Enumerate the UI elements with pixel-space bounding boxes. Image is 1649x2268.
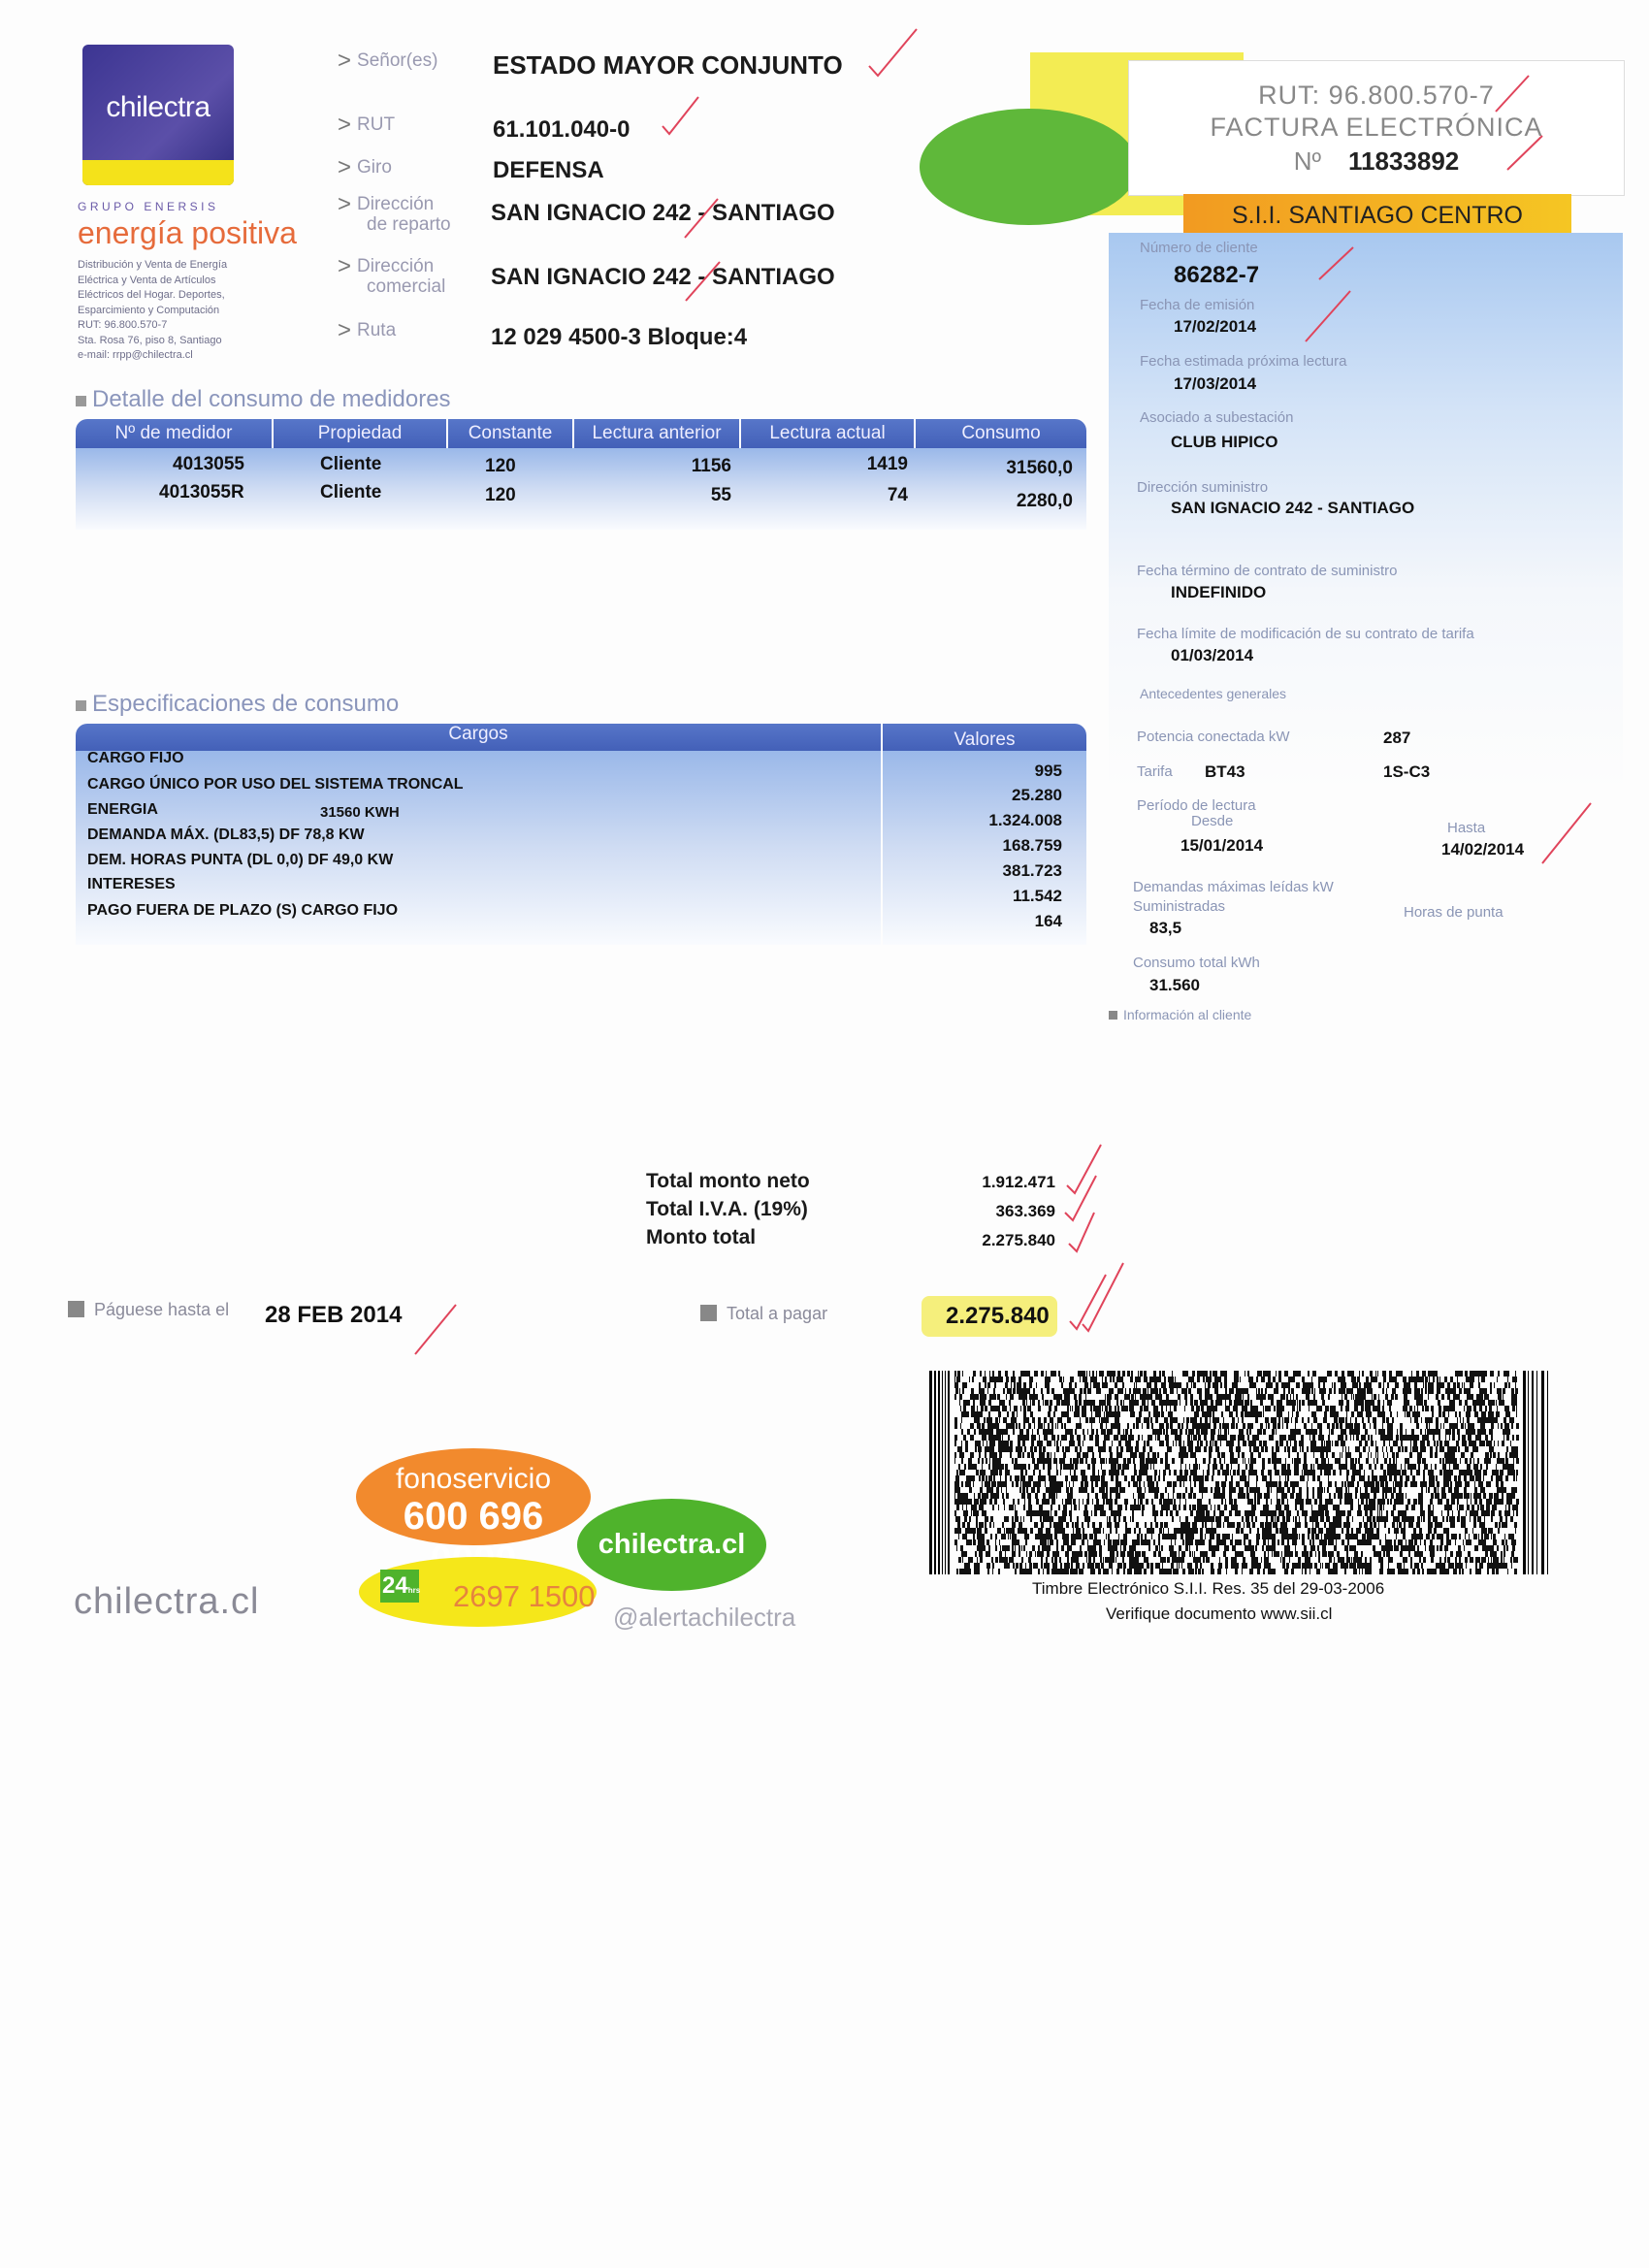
power-label: Potencia conectada kW [1137, 729, 1290, 745]
meters-title: Detalle del consumo de medidores [76, 386, 451, 413]
info-label: Información al cliente [1109, 1007, 1251, 1022]
rut-label: > RUT [338, 112, 396, 138]
supply-addr-label: Dirección suministro [1137, 479, 1269, 496]
supply-addr: SAN IGNACIO 242 - SANTIAGO [1171, 499, 1415, 517]
tariff: BT43 [1205, 762, 1245, 781]
dir-reparto-label: > Dirección de reparto [338, 191, 451, 235]
customer-giro: DEFENSA [493, 157, 604, 183]
from-label: Desde [1191, 813, 1234, 829]
charge-label: INTERESES [87, 876, 176, 892]
demand-label: Demandas máximas leídas kW [1133, 879, 1334, 895]
tariff-mod-label: Fecha límite de modificación de su contrato de tarifa [1137, 626, 1474, 642]
hours-badge: 24hrs [380, 1570, 419, 1603]
contract-end: INDEFINIDO [1171, 583, 1267, 601]
period-label: Período de lectura [1137, 797, 1256, 814]
meter-curr: 1419 [866, 454, 908, 474]
charge-value: 168.759 [1002, 836, 1062, 855]
contract-end-label: Fecha término de contrato de suministro [1137, 563, 1398, 579]
charge-label: CARGO ÚNICO POR USO DEL SISTEMA TRONCAL [87, 776, 464, 793]
th-consumption: Consumo [961, 423, 1041, 443]
charge-value: 381.723 [1002, 861, 1062, 880]
senor-label: > Señor(es) [338, 48, 438, 74]
invoice-number: 11833892 [1348, 146, 1460, 176]
meter-no: 4013055 [173, 454, 244, 474]
company-line: Eléctrica y Venta de Artículos [78, 274, 216, 286]
tagline: energía positiva [78, 215, 297, 250]
charge-value: 1.324.008 [988, 811, 1062, 829]
next-read-label: Fecha estimada próxima lectura [1140, 353, 1347, 370]
company-line: Esparcimiento y Computación [78, 304, 220, 316]
th-meter: Nº de medidor [76, 419, 274, 448]
giro-label: > Giro [338, 154, 392, 180]
issuer-rut: RUT: 96.800.570-7 [1258, 81, 1495, 110]
tariff-label: Tarifa [1137, 763, 1173, 780]
th-curr-read: Lectura actual [741, 419, 916, 448]
sii-office: S.I.I. SANTIAGO CENTRO [1183, 194, 1571, 233]
meter-no: 4013055R [159, 482, 244, 502]
power: 287 [1383, 729, 1411, 747]
client-no-label: Número de cliente [1140, 240, 1258, 256]
emission-date: 17/02/2014 [1174, 317, 1257, 336]
th-cargos: Cargos [76, 724, 883, 751]
due-date: 28 FEB 2014 [265, 1302, 403, 1328]
footer-site[interactable]: chilectra.cl [74, 1581, 260, 1622]
pdf417-barcode [929, 1371, 1552, 1574]
charge-label: PAGO FUERA DE PLAZO (S) CARGO FIJO [87, 902, 399, 919]
substation-label: Asociado a subestación [1140, 409, 1294, 426]
phone-number-2: 2697 1500 [453, 1579, 596, 1613]
charge-label: ENERGIA [87, 801, 158, 818]
company-line: Sta. Rosa 76, piso 8, Santiago [78, 334, 222, 346]
period-to: 14/02/2014 [1441, 840, 1525, 859]
total-kwh: 31.560 [1149, 976, 1200, 994]
peak-label: Horas de punta [1404, 904, 1504, 921]
charge-extra: 31560 KWH [320, 804, 400, 821]
company-line: Distribución y Venta de Energía [78, 259, 228, 271]
to-label: Hasta [1447, 820, 1486, 836]
emission-label: Fecha de emisión [1140, 297, 1255, 313]
total-kwh-label: Consumo total kWh [1133, 955, 1260, 971]
company-line: e-mail: rrpp@chilectra.cl [78, 349, 193, 361]
fono-number: 600 696 [403, 1495, 544, 1538]
meter-constant: 120 [485, 485, 516, 505]
neto-label: Total monto neto [646, 1170, 810, 1192]
meter-consumption: 31560,0 [1006, 458, 1073, 478]
meter-constant: 120 [485, 456, 516, 476]
due-label: Páguese hasta el [68, 1300, 229, 1320]
company-line: RUT: 96.800.570-7 [78, 319, 168, 331]
charge-label: DEM. HORAS PUNTA (DL 0,0) DF 49,0 KW [87, 852, 394, 868]
supplied-value: 83,5 [1149, 919, 1182, 937]
customer-name: ESTADO MAYOR CONJUNTO [493, 50, 843, 80]
dir-reparto: SAN IGNACIO 242 - SANTIAGO [491, 200, 835, 226]
dir-comercial: SAN IGNACIO 242 - SANTIAGO [491, 264, 835, 290]
ruta: 12 029 4500-3 Bloque:4 [491, 324, 748, 350]
neto-value: 1.912.471 [982, 1173, 1055, 1191]
stamp-line2: Verifique documento www.sii.cl [1106, 1604, 1333, 1623]
iva-value: 363.369 [995, 1202, 1055, 1220]
th-constant: Constante [448, 419, 574, 448]
pay-amount: 2.275.840 [946, 1303, 1050, 1329]
pay-label: Total a pagar [700, 1304, 827, 1324]
th-prev-read: Lectura anterior [574, 419, 741, 448]
iva-label: Total I.V.A. (19%) [646, 1198, 808, 1220]
total-label: Monto total [646, 1226, 757, 1248]
meter-prev: 1156 [691, 456, 731, 476]
charge-value: 11.542 [1012, 887, 1062, 905]
dir-comercial-label: > Dirección comercial [338, 253, 446, 297]
fonoservicio-badge [356, 1448, 591, 1545]
meter-property: Cliente [320, 454, 382, 474]
invoice-type: FACTURA ELECTRÓNICA [1210, 113, 1543, 142]
general-label: Antecedentes generales [1140, 686, 1286, 701]
meter-curr: 74 [887, 485, 908, 505]
total-value: 2.275.840 [982, 1231, 1055, 1249]
charge-label: CARGO FIJO [87, 750, 184, 766]
logo-text: chilectra [106, 91, 210, 123]
customer-rut: 61.101.040-0 [493, 116, 630, 143]
next-read: 17/03/2014 [1174, 374, 1257, 393]
company-line: Eléctricos del Hogar. Deportes, [78, 289, 225, 301]
th-property: Propiedad [274, 419, 448, 448]
meter-property: Cliente [320, 482, 382, 502]
fono-label: fonoservicio [395, 1463, 552, 1495]
charge-label: DEMANDA MÁX. (DL83,5) DF 78,8 KW [87, 826, 365, 843]
supplied-label: Suministradas [1133, 898, 1226, 915]
invoice-number-line: Nº 11833892 [1293, 146, 1460, 176]
charge-value: 25.280 [1012, 786, 1062, 804]
ruta-label: > Ruta [338, 317, 397, 343]
meter-consumption: 2280,0 [1016, 491, 1073, 511]
group-name: GRUPO ENERSIS [78, 200, 219, 213]
th-valores: Valores [954, 729, 1016, 750]
tariff-code: 1S-C3 [1383, 762, 1431, 781]
client-no: 86282-7 [1174, 262, 1260, 288]
chilectra-green-badge: chilectra.cl [577, 1499, 766, 1591]
substation: CLUB HIPICO [1171, 433, 1278, 451]
charges-title: Especificaciones de consumo [76, 691, 399, 718]
stamp-line1: Timbre Electrónico S.I.I. Res. 35 del 29-03-2006 [1032, 1579, 1385, 1598]
charge-value: 164 [1034, 912, 1062, 930]
tariff-mod: 01/03/2014 [1171, 646, 1254, 664]
twitter-handle[interactable]: @alertachilectra [613, 1603, 796, 1632]
meter-prev: 55 [710, 485, 731, 505]
period-from: 15/01/2014 [1180, 836, 1264, 855]
charge-value: 995 [1034, 761, 1062, 780]
